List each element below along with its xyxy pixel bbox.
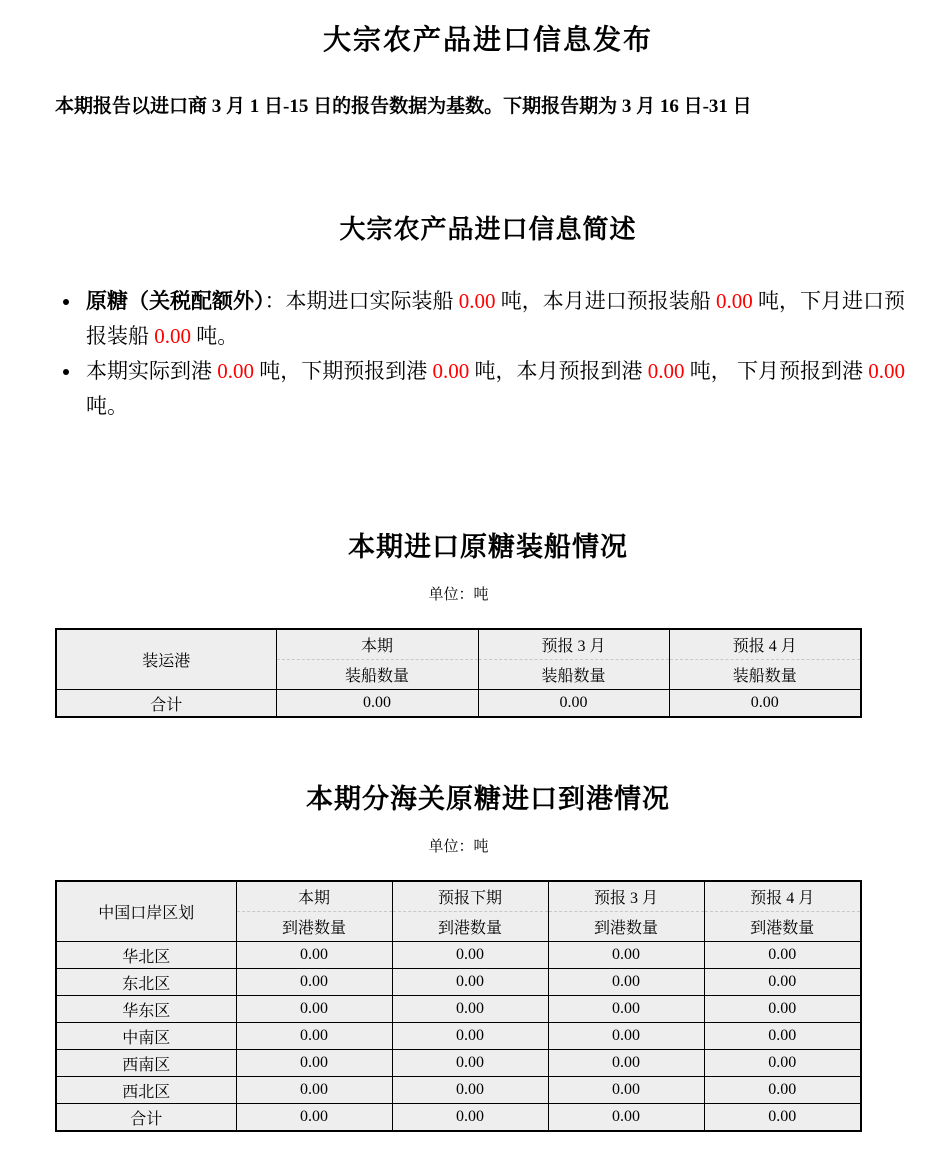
row-label: 中南区 — [56, 1023, 236, 1050]
value-cell: 0.00 — [392, 996, 548, 1023]
value-highlight: 0.00 — [647, 359, 685, 383]
row-label: 合计 — [56, 1104, 236, 1132]
value-cell: 0.00 — [548, 1050, 704, 1077]
row-label: 西南区 — [56, 1050, 236, 1077]
value-highlight: 0.00 — [716, 289, 753, 313]
table-row — [56, 1104, 861, 1132]
value-highlight: 0.00 — [432, 359, 470, 383]
header-group-row — [56, 881, 861, 912]
table-row — [56, 690, 861, 718]
column-header-forecast-april: 预报 4 月 — [669, 629, 861, 660]
column-header-region: 中国口岸区划 — [56, 881, 236, 942]
value-cell: 0.00 — [392, 1023, 548, 1050]
value-cell: 0.00 — [392, 1104, 548, 1132]
arrival-table-title: 本期分海关原糖进口到港情况 — [306, 784, 670, 814]
value-cell: 0.00 — [704, 1077, 861, 1104]
text-segment: 吨，本月进口预报装船 — [495, 289, 716, 313]
value-cell: 0.00 — [392, 969, 548, 996]
text-segment: 本期实际到港 — [86, 359, 218, 383]
value-highlight: 0.00 — [154, 324, 191, 348]
column-header-current: 本期 — [236, 881, 392, 912]
value-cell: 0.00 — [704, 1104, 861, 1132]
value-cell: 0.00 — [392, 942, 548, 969]
value-cell: 0.00 — [548, 1077, 704, 1104]
value-cell: 0.00 — [392, 1077, 548, 1104]
row-label: 西北区 — [56, 1077, 236, 1104]
column-header-forecast-next: 预报下期 — [392, 881, 548, 912]
value-cell: 0.00 — [236, 1050, 392, 1077]
column-subheader-arrival-qty: 到港数量 — [236, 912, 392, 942]
arrival-table-body — [56, 942, 861, 1132]
value-cell: 0.00 — [548, 969, 704, 996]
value-cell: 0.00 — [236, 1104, 392, 1132]
value-cell: 0.00 — [548, 1104, 704, 1132]
summary-list — [55, 284, 921, 424]
value-cell: 0.00 — [276, 690, 478, 718]
shipping-table-header — [56, 629, 861, 690]
row-label: 华东区 — [56, 996, 236, 1023]
text-segment: 吨。 — [86, 394, 128, 418]
value-cell: 0.00 — [548, 1023, 704, 1050]
value-highlight: 0.00 — [868, 359, 905, 383]
arrival-table-unit: 单位：吨 — [428, 839, 489, 855]
value-cell: 0.00 — [236, 996, 392, 1023]
arrival-table — [55, 880, 862, 1132]
shipping-table-unit: 单位：吨 — [428, 587, 489, 603]
table-row — [56, 1077, 861, 1104]
summary-bullet-arrivals — [82, 354, 921, 424]
report-period-note: 本期报告以进口商 3 月 1 日-15 日的报告数据为基数。下期报告期为 3 月 16 日-31 日 — [55, 96, 752, 117]
column-subheader-shipment-qty: 装船数量 — [669, 660, 861, 690]
text-segment: 吨， 下月预报到港 — [684, 359, 869, 383]
value-cell: 0.00 — [236, 969, 392, 996]
value-cell: 0.00 — [236, 1077, 392, 1104]
text-segment: 吨，下月进口预报装船 — [86, 289, 905, 348]
page-title: 大宗农产品进口信息发布 — [322, 25, 653, 56]
shipping-table-body — [56, 690, 861, 718]
text-segment: 吨，本月预报到港 — [469, 359, 648, 383]
value-highlight: 0.00 — [217, 359, 254, 383]
row-label: 华北区 — [56, 942, 236, 969]
table-row — [56, 1050, 861, 1077]
value-cell: 0.00 — [704, 1050, 861, 1077]
column-header-current: 本期 — [276, 629, 478, 660]
column-subheader-arrival-qty: 到港数量 — [548, 912, 704, 942]
table-row — [56, 969, 861, 996]
value-cell: 0.00 — [704, 942, 861, 969]
column-header-port: 装运港 — [56, 629, 276, 690]
value-cell: 0.00 — [548, 942, 704, 969]
summary-bullet-raw-sugar — [82, 284, 921, 354]
row-label: 合计 — [56, 690, 276, 718]
value-cell: 0.00 — [669, 690, 861, 718]
row-label: 东北区 — [56, 969, 236, 996]
column-subheader-arrival-qty: 到港数量 — [704, 912, 861, 942]
header-group-row — [56, 629, 861, 660]
text-segment: 原糖（关税配额外） — [86, 289, 265, 313]
table-row — [56, 996, 861, 1023]
text-segment: 吨。 — [191, 324, 239, 348]
summary-heading: 大宗农产品进口信息简述 — [339, 215, 637, 244]
arrival-table-header — [56, 881, 861, 942]
shipping-table-title: 本期进口原糖装船情况 — [348, 532, 628, 562]
column-subheader-arrival-qty: 到港数量 — [392, 912, 548, 942]
shipping-table — [55, 628, 862, 718]
value-highlight: 0.00 — [458, 289, 496, 313]
value-cell: 0.00 — [236, 942, 392, 969]
column-header-forecast-march: 预报 3 月 — [478, 629, 669, 660]
value-cell: 0.00 — [392, 1050, 548, 1077]
table-row — [56, 1023, 861, 1050]
value-cell: 0.00 — [704, 996, 861, 1023]
column-subheader-shipment-qty: 装船数量 — [478, 660, 669, 690]
value-cell: 0.00 — [236, 1023, 392, 1050]
value-cell: 0.00 — [704, 1023, 861, 1050]
text-segment: 吨，下期预报到港 — [254, 359, 433, 383]
column-subheader-shipment-qty: 装船数量 — [276, 660, 478, 690]
column-header-forecast-march: 预报 3 月 — [548, 881, 704, 912]
column-header-forecast-april: 预报 4 月 — [704, 881, 861, 912]
value-cell: 0.00 — [548, 996, 704, 1023]
text-segment: ：本期进口实际装船 — [264, 289, 459, 313]
value-cell: 0.00 — [478, 690, 669, 718]
table-row — [56, 942, 861, 969]
value-cell: 0.00 — [704, 969, 861, 996]
